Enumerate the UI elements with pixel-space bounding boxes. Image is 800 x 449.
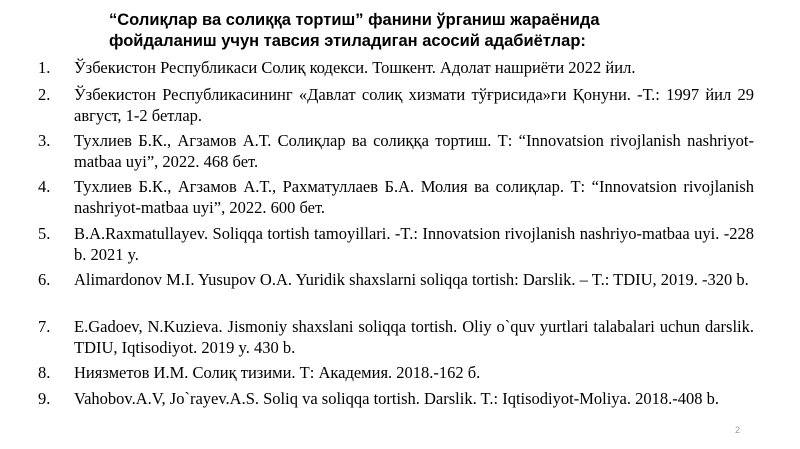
- item-text: Vahobov.A.V, Jo`rayev.A.S. Soliq va soliqqa tortish. Darslik. T.: Iqtisodiyot-Moliya. 2018.-408 b.: [74, 389, 719, 408]
- item-number: 1.: [38, 58, 51, 77]
- item-text: Тухлиев Б.К., Агзамов А.Т., Рахматуллаев Б.А. Молия ва солиқлар. Т: “Innovatsion rivojlanish nashriyot-matbaa uyi”, 2022. 600 бет.: [74, 177, 754, 217]
- item-text: Тухлиев Б.К., Агзамов А.Т. Солиқлар ва солиққа тортиш. Т: “Innovatsion rivojlanish nashriyot-matbaa uyi”, 2022. 468 бет.: [74, 131, 754, 171]
- item-number: 9.: [38, 389, 51, 408]
- list-item: [38, 84, 754, 126]
- page-number: 2: [734, 425, 740, 435]
- list-item: [38, 130, 754, 172]
- item-number: 8.: [38, 363, 51, 382]
- item-number: 6.: [38, 270, 51, 289]
- item-text: E.Gadoev, N.Kuzieva. Jismoniy shaxslani soliqqa tortish. Oliy o`quv yurtlari talabalari uchun darslik. TDIU, Iqtisodiyot. 2019 y. 430 b.: [74, 317, 754, 357]
- list-item: [38, 362, 754, 383]
- item-number: 3.: [38, 131, 51, 150]
- item-text: Ўзбекистон Республикасининг «Давлат солиқ хизмати тўғрисида»ги Қонуни. -Т.: 1997 йил 29 август, 1-2 бетлар.: [74, 85, 754, 125]
- item-text: Ниязметов И.М. Солиқ тизими. Т: Академия. 2018.-162 б.: [74, 363, 481, 382]
- list-item: [38, 269, 754, 290]
- item-number: 4.: [38, 177, 51, 196]
- title-line-2: фойдаланиш учун тавсия этиладиган асосий адабиётлар:: [109, 32, 586, 50]
- item-number: 7.: [38, 317, 51, 336]
- item-text: B.A.Raxmatullayev. Soliqqa tortish tamoyillari. -T.: Innovatsion rivojlanish nashriyo-matbaa uyi. -228 b. 2021 y.: [74, 224, 754, 264]
- item-text: Alimardonov M.I. Yusupov O.A. Yuridik shaxslarni soliqqa tortish: Darslik. – T.: TDIU, 2019. -320 b.: [74, 270, 749, 289]
- title-line-1: “Солиқлар ва солиққа тортиш” фанини ўрганиш жараёнида: [109, 11, 600, 29]
- item-number: 5.: [38, 224, 51, 243]
- slide-title: [109, 10, 769, 52]
- item-number: 2.: [38, 85, 51, 104]
- list-item: [38, 388, 754, 409]
- list-item: [38, 316, 754, 358]
- item-text: Ўзбекистон Республикаси Солиқ кодекси. Тошкент. Адолат нашриёти 2022 йил.: [74, 58, 636, 77]
- list-item: [38, 223, 754, 265]
- list-item: [38, 176, 754, 218]
- list-item: [38, 57, 754, 78]
